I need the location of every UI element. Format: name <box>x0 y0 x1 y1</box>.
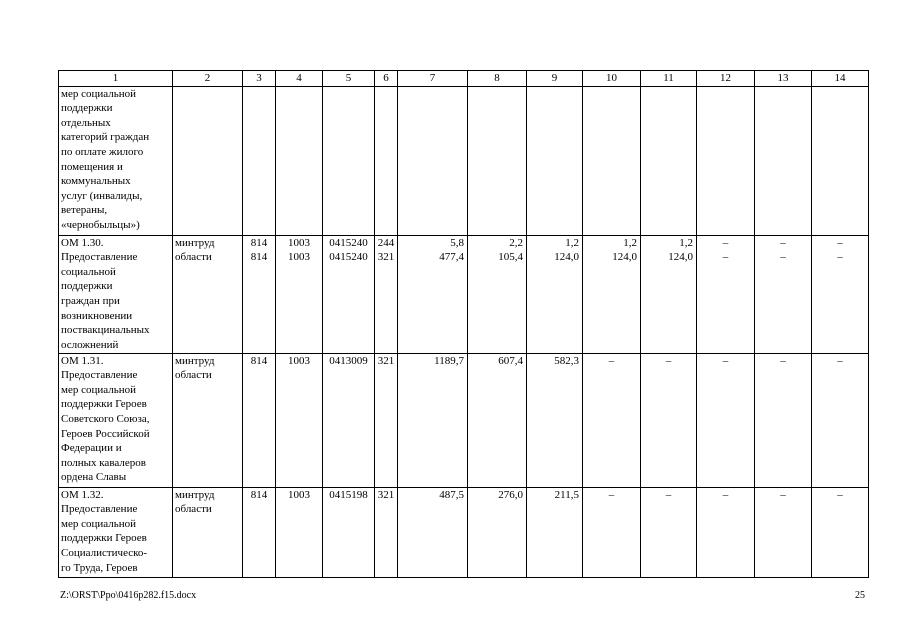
value-cell: – <box>755 487 812 577</box>
value-cell: 582,3 <box>527 353 583 487</box>
value-cell <box>697 86 755 235</box>
header-cell: 4 <box>276 71 323 87</box>
value-cell <box>243 86 276 235</box>
header-cell: 1 <box>59 71 173 87</box>
value-cell <box>276 86 323 235</box>
value-cell: 244 321 <box>375 235 398 353</box>
value-cell: 814 <box>243 353 276 487</box>
document-file-path: Z:\ORST\Ppo\0416p282.f15.docx <box>60 590 197 601</box>
value-cell: 321 <box>375 487 398 577</box>
executor-cell <box>173 86 243 235</box>
header-cell: 9 <box>527 71 583 87</box>
value-cell: – <box>755 353 812 487</box>
header-cell: 5 <box>323 71 375 87</box>
value-cell: – – <box>755 235 812 353</box>
value-cell <box>468 86 527 235</box>
value-cell: 607,4 <box>468 353 527 487</box>
header-cell: 8 <box>468 71 527 87</box>
value-cell <box>398 86 468 235</box>
table-row <box>59 235 869 353</box>
value-cell: 1003 <box>276 487 323 577</box>
value-cell: – <box>812 353 869 487</box>
value-cell: 321 <box>375 353 398 487</box>
value-cell <box>375 86 398 235</box>
value-cell: 814 <box>243 487 276 577</box>
header-cell: 14 <box>812 71 869 87</box>
header-cell: 7 <box>398 71 468 87</box>
header-cell: 12 <box>697 71 755 87</box>
value-cell <box>583 86 641 235</box>
value-cell: – <box>641 353 697 487</box>
value-cell: – – <box>697 235 755 353</box>
header-cell: 10 <box>583 71 641 87</box>
value-cell: 1,2 124,0 <box>527 235 583 353</box>
value-cell: 487,5 <box>398 487 468 577</box>
executor-cell: минтруд области <box>173 235 243 353</box>
executor-cell: минтруд области <box>173 353 243 487</box>
value-cell: 1003 1003 <box>276 235 323 353</box>
value-cell: 2,2 105,4 <box>468 235 527 353</box>
value-cell: 276,0 <box>468 487 527 577</box>
value-cell: – <box>583 487 641 577</box>
value-cell <box>323 86 375 235</box>
executor-cell: минтруд области <box>173 487 243 577</box>
value-cell: – <box>641 487 697 577</box>
value-cell <box>527 86 583 235</box>
table-row <box>59 86 869 235</box>
measure-name-cell: ОМ 1.31. Предоставление мер социальной поддержки Героев Советского Союза, Героев Российской Федерации и полных кавалеров ордена Славы <box>59 353 173 487</box>
value-cell <box>755 86 812 235</box>
value-cell: – <box>697 353 755 487</box>
value-cell: 1189,7 <box>398 353 468 487</box>
value-cell: – <box>697 487 755 577</box>
value-cell: – <box>583 353 641 487</box>
budget-table <box>58 70 869 578</box>
value-cell: 0415198 <box>323 487 375 577</box>
header-cell: 2 <box>173 71 243 87</box>
header-cell: 11 <box>641 71 697 87</box>
header-row <box>59 71 869 87</box>
header-cell: 3 <box>243 71 276 87</box>
table-row <box>59 487 869 577</box>
value-cell <box>641 86 697 235</box>
value-cell: 0413009 <box>323 353 375 487</box>
header-cell: 13 <box>755 71 812 87</box>
value-cell <box>812 86 869 235</box>
measure-name-cell: ОМ 1.32. Предоставление мер социальной поддержки Героев Социалистическо- го Труда, Героев <box>59 487 173 577</box>
value-cell: – <box>812 487 869 577</box>
value-cell: 211,5 <box>527 487 583 577</box>
value-cell: 1,2 124,0 <box>583 235 641 353</box>
value-cell: – – <box>812 235 869 353</box>
page-number: 25 <box>855 590 865 601</box>
measure-name-cell: мер социальной поддержки отдельных категорий граждан по оплате жилого помещения и коммунальных услуг (инвалиды, ветераны, «чернобыльцы») <box>59 86 173 235</box>
table-row <box>59 353 869 487</box>
value-cell: 0415240 0415240 <box>323 235 375 353</box>
value-cell: 814 814 <box>243 235 276 353</box>
header-cell: 6 <box>375 71 398 87</box>
value-cell: 5,8 477,4 <box>398 235 468 353</box>
measure-name-cell: ОМ 1.30. Предоставление социальной поддержки граждан при возникновении поствакцинальных осложнений <box>59 235 173 353</box>
value-cell: 1003 <box>276 353 323 487</box>
value-cell: 1,2 124,0 <box>641 235 697 353</box>
